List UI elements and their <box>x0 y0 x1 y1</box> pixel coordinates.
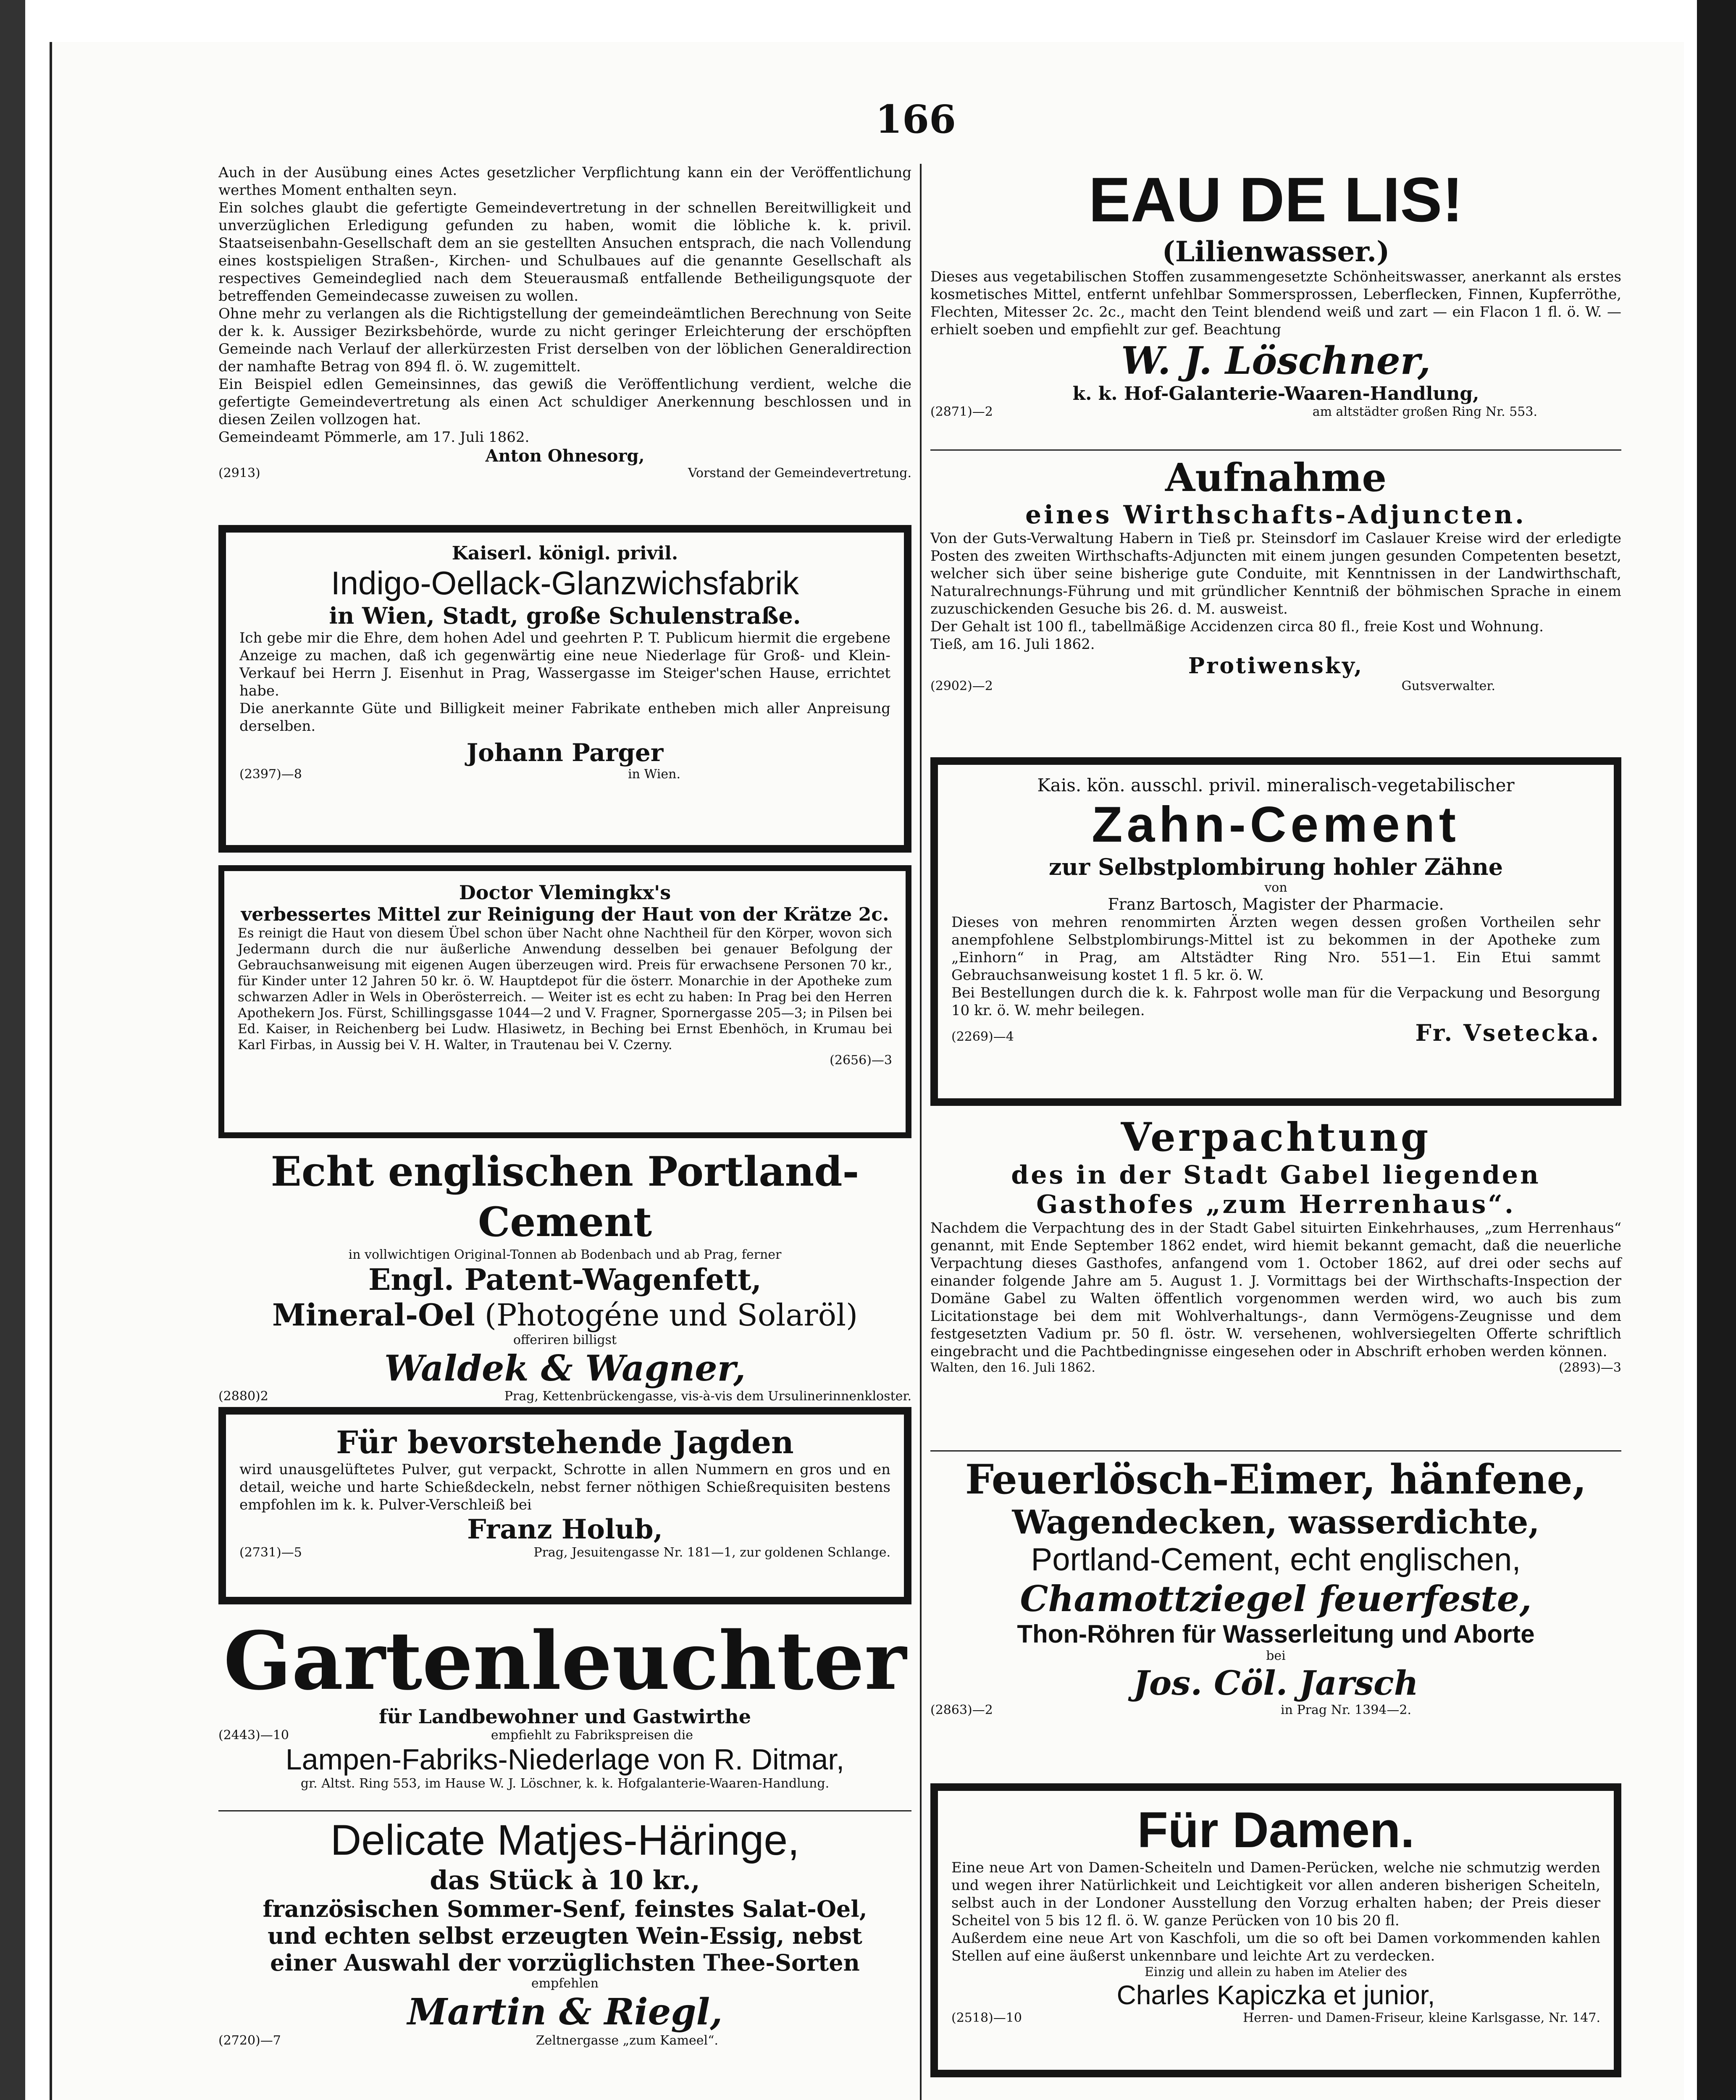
vlemingkx-subtitle: verbessertes Mittel zur Reinigung der Haut von der Krätze 2c. <box>241 904 889 925</box>
portland-line2: Engl. Patent-Wagenfett, <box>368 1262 762 1297</box>
scan-edge-left <box>0 0 25 2100</box>
zahn-body2: Bei Bestellungen durch die k. k. Fahrpost wolle man für die Verpackung und Besorgung 10 kr. ö. W. mehr beilegen. <box>951 984 1600 1019</box>
feuer-address: in Prag Nr. 1394—2. <box>1281 1703 1411 1717</box>
aufnahme-body2: Der Gehalt ist 100 fl., tabellmäßige Accidenzen circa 80 fl., freie Kost und Wohnung. <box>930 618 1544 635</box>
aufnahme-signer: Protiwensky, <box>1188 653 1364 679</box>
portland-title: Echt englischen Portland-Cement <box>271 1148 859 1246</box>
garten-ref: (2443)—10 <box>218 1728 289 1743</box>
zahn-title: Zahn-Cement <box>1092 796 1460 853</box>
page-number: 166 <box>875 97 956 142</box>
garten-line2: empfiehlt zu Fabrikspreisen die <box>491 1728 693 1743</box>
verpachtung-subtitle: des in der Stadt Gabel liegenden Gasthofes „zum Herrenhaus“. <box>1011 1160 1541 1219</box>
matjes-ref: (2720)—7 <box>218 2033 281 2048</box>
ad-matjes <box>218 1810 911 2084</box>
damen-body2: Außerdem eine neue Art von Kaschfoli, um die so oft bei Damen vorkommenden kahlen Stellen auf eine äußerst unkennbare und leichte Art zu verdecken. <box>951 1930 1600 1964</box>
ad-jagden <box>218 1407 911 1604</box>
ad-aufnahme <box>930 449 1621 749</box>
indigo-ref: (2397)—8 <box>239 767 302 782</box>
vlemingkx-body: Es reinigt die Haut von diesem Übel schon über Nacht ohne Nachtheil für den Körper, wovon sich Jedermann durch die nur äußerliche Anwendung desselben bei genauer Befolgung der Gebrauchsanweisung mit eigenen Augen überzeugen wird. Preis für erwachsene Personen 70 kr., für Kinder unter 12 Jahren 50 kr. ö. W. Hauptdepot für die österr. Monarchie in der Apotheke zum schwarzen Adler in Wels in Oberösterreich. — Weiter ist es echt zu haben: In Prag bei den Herren Apothekern Jos. Fürst, Schillingsgasse 1044—2 und V. Fragner, Spornergasse 205—3; in Pilsen bei Ed. Kaiser, in Reichenberg bei Ludw. Hlasiwetz, in Beching bei Ernst Ebenhöch, in Krumau bei Karl Firbas, in Aussig bei V. H. Walter, in Trautenau bei V. Czerny. <box>238 926 892 1053</box>
matjes-line4: einer Auswahl der vorzüglichsten Thee-Sorten <box>270 1949 860 1976</box>
jagden-signer: Franz Holub, <box>467 1514 663 1545</box>
aufnahme-body: Von der Guts-Verwaltung Habern in Tieß pr. Steinsdorf im Caslauer Kreise wird der erledigte Posten des zweiten Wirthschafts-Adjuncten mit einem jungen gesunden Competenten besetzt, welcher sich über seine bisherige gute Conduite, mit Kenntnissen in der Landwirthschaft, Naturalrechnungs-Führung und mit gründlicher Kenntniß der böhmischen Sprache in einem zuzuschickenden Gesuche bis 26. d. M. ausweist. <box>930 530 1621 617</box>
garten-line4: gr. Altst. Ring 553, im Hause W. J. Löschner, k. k. Hofgalanterie-Waaren-Handlung. <box>300 1776 830 1791</box>
notice-paragraph: Ein solches glaubt die gefertigte Gemeindevertretung in der schnellen Bereitwilligkeit und unverzüglichen Erledigung gefunden zu haben, womit die löbliche k. k. privil. Staatseisenbahn-Gesellschaft dem an sie gestellten Ansuchen entsprach, die nach Vollendung eines kostspieligen Straßen-, Kirchen- und Schulbaues auf die genannte Gesellschaft als respectives Gemeindeglied nach dem Steuerausmaß entfallende Betheiligungsquote der betreffenden Gemeindecasse zuweisen zu wollen. <box>218 200 911 304</box>
notice-ref: (2913) <box>218 466 260 480</box>
indigo-body2: Die anerkannte Güte und Billigkeit meiner Fabrikate entheben mich aller Anpreisung derselben. <box>239 700 890 735</box>
ad-zahn-cement <box>930 757 1621 1106</box>
damen-body3: Einzig und allein zu haben im Atelier des <box>1144 1965 1407 1979</box>
portland-ref: (2880)2 <box>218 1389 268 1404</box>
damen-address: Herren- und Damen-Friseur, kleine Karlsgasse, Nr. 147. <box>1243 2011 1600 2025</box>
jagden-ref: (2731)—5 <box>239 1545 302 1560</box>
notice-signer-title: Vorstand der Gemeindevertretung. <box>688 466 911 480</box>
zahn-von: von <box>1264 880 1287 895</box>
portland-line1: in vollwichtigen Original-Tonnen ab Bodenbach und ab Prag, ferner <box>348 1247 782 1262</box>
garten-line3: Lampen-Fabriks-Niederlage von R. Ditmar, <box>285 1743 845 1776</box>
ad-portland <box>218 1147 911 1403</box>
indigo-place: in Wien. <box>628 767 680 782</box>
portland-line3a: Mineral-Oel <box>272 1297 475 1333</box>
notice-paragraph: Ein Beispiel edlen Gemeinsinnes, das gewiß die Veröffentlichung verdient, welche die gefertigte Gemeindevertretung als einen Act schuldiger Anerkennung beschlossen und in diesen Zeilen vollzogen hat. <box>218 376 911 428</box>
jagden-title: Für bevorstehende Jagden <box>336 1425 794 1461</box>
damen-ref: (2518)—10 <box>951 2011 1022 2025</box>
left-column <box>218 164 911 2084</box>
eau-firm: k. k. Hof-Galanterie-Waaren-Handlung, <box>1072 383 1479 404</box>
portland-line4: offeriren billigst <box>513 1333 617 1347</box>
indigo-kicker: Kaiserl. königl. privil. <box>452 543 678 564</box>
feuer-line2: Wagendecken, wasserdichte, <box>1012 1503 1540 1541</box>
indigo-subtitle: in Wien, Stadt, große Schulenstraße. <box>329 602 801 629</box>
vlemingkx-ref: (2656)—3 <box>830 1053 892 1068</box>
aufnahme-signer-title: Gutsverwalter. <box>1401 679 1495 693</box>
verpachtung-dateline: Walten, den 16. Juli 1862. <box>930 1360 1095 1375</box>
matjes-address: Zeltnergasse „zum Kameel“. <box>536 2033 718 2048</box>
feuer-bei: bei <box>1266 1648 1286 1663</box>
eau-signer: W. J. Löschner, <box>1121 339 1431 383</box>
notice-dateline: Gemeindeamt Pömmerle, am 17. Juli 1862. <box>218 429 530 446</box>
jagden-address: Prag, Jesuitengasse Nr. 181—1, zur goldenen Schlange. <box>533 1545 890 1560</box>
indigo-title: Indigo-Oellack-Glanzwichsfabrik <box>331 564 799 601</box>
aufnahme-title: Aufnahme <box>1165 455 1387 500</box>
indigo-signer: Johann Parger <box>466 738 664 767</box>
portland-line3b: (Photogéne und Solaröl) <box>484 1297 858 1333</box>
notice-poemmerle <box>218 164 911 517</box>
damen-title: Für Damen. <box>1137 1802 1415 1858</box>
matjes-signer: Martin & Riegl, <box>407 1991 723 2033</box>
ad-gartenleuchter <box>218 1614 911 1810</box>
zahn-ref: (2269)—4 <box>951 1029 1014 1044</box>
verpachtung-ref: (2893)—3 <box>1559 1360 1621 1375</box>
notice-paragraph: Ohne mehr zu verlangen als die Richtigstellung der gemeindeämtlichen Berechnung von Seite der k. k. Aussiger Bezirksbehörde, wurde zu nicht geringer Erleichterung der erschöpften Gemeinde nach Verlauf der allerkürzesten Frist derselben von der löblichen Generaldirection der namhafte Betrag von 894 fl. ö. W. zugemittelt. <box>218 305 911 375</box>
ad-indigo <box>218 525 911 853</box>
jagden-body: wird unausgelüftetes Pulver, gut verpackt, Schrotte in allen Nummern en gros und en detail, weiche und harte Schießdeckeln, nebst ferner nöthigen Schießrequisiten bestens empfohlen im k. k. Pulver-Verschleiß bei <box>239 1461 890 1513</box>
ad-eau-de-lis <box>930 164 1621 449</box>
feuer-ref: (2863)—2 <box>930 1703 993 1717</box>
eau-address: am altstädter großen Ring Nr. 553. <box>1312 404 1537 419</box>
feuer-line5: Thon-Röhren für Wasserleitung und Aborte <box>1017 1620 1535 1648</box>
matjes-line1: das Stück à 10 kr., <box>430 1865 700 1895</box>
feuer-line4: Chamottziegel feuerfeste, <box>1020 1578 1532 1620</box>
zahn-kicker: Kais. kön. ausschl. privil. mineralisch-vegetabilischer <box>1037 775 1515 795</box>
garten-line1: für Landbewohner und Gastwirthe <box>379 1705 751 1728</box>
indigo-body: Ich gebe mir die Ehre, dem hohen Adel und geehrten P. T. Publicum hiermit die ergebene Anzeige zu machen, daß ich gegenwärtig eine neue Niederlage für Groß- und Klein-Verkauf bei Herrn J. Eisenhut in Prag, Wassergasse im Steiger'schen Hause, errichtet habe. <box>239 630 890 699</box>
eau-subtitle: (Lilienwasser.) <box>1162 235 1390 268</box>
right-column <box>930 164 1621 2077</box>
matjes-title: Delicate Matjes-Häringe, <box>330 1816 800 1864</box>
eau-ref: (2871)—2 <box>930 404 993 419</box>
feuer-signer: Jos. Cöl. Jarsch <box>1133 1663 1418 1703</box>
vlemingkx-title: Doctor Vlemingkx's <box>459 881 671 904</box>
aufnahme-subtitle: eines Wirthschafts-Adjuncten. <box>1025 500 1526 530</box>
notice-signer: Anton Ohnesorg, <box>485 446 645 466</box>
verpachtung-body: Nachdem die Verpachtung des in der Stadt Gabel situirten Einkehrhauses, „zum Herrenhaus“ genannt, mit Ende September 1862 endet, wird hiemit bekannt gemacht, daß die neuerliche Verpachtung dieses Gasthofes, anfangend vom 1. October 1862, auf drei oder sechs auf einander folgende Jahre am 5. August 1. J. Vormittags bei der Wirthschafts-Inspection der Domäne Gabel zu Walten öffentlich vorgenommen werden wird, wo auch bis zum Licitationstage bei dem mit Wohlverhaltungs-, dann Vermögens-Zeugnisse und dem festgesetzten Vadium pr. 50 fl. östr. W. versehenen, wohlversiegelten Offerte schriftlich eingebracht und die Pachtbedingnisse eingesehen oder in Abschrift erhoben werden können. <box>930 1220 1621 1360</box>
aufnahme-dateline: Tieß, am 16. Juli 1862. <box>930 636 1095 653</box>
zahn-author: Franz Bartosch, Magister der Pharmacie. <box>1108 895 1444 914</box>
feuer-line1: Feuerlösch-Eimer, hänfene, <box>965 1456 1587 1503</box>
garten-title: Gartenleuchter <box>223 1614 907 1708</box>
matjes-line2: französischen Sommer-Senf, feinstes Salat-Oel, <box>263 1895 867 1922</box>
scan-edge-right <box>1697 0 1736 2100</box>
matjes-line5: empfehlen <box>531 1976 599 1991</box>
ad-vlemingkx <box>218 865 911 1138</box>
ad-fuer-damen <box>930 1783 1621 2077</box>
damen-signer: Charles Kapiczka et junior, <box>1116 1980 1435 2010</box>
eau-body: Dieses aus vegetabilischen Stoffen zusammengesetzte Schönheitswasser, anerkannt als erstes kosmetisches Mittel, entfernt unfehlbar Sommersprossen, Leberflecken, Finnen, Kupferröthe, Flechten, Mitesser 2c. 2c., macht den Teint blendend weiß und zart — ein Flacon 1 fl. ö. W. — erhielt soeben und empfiehlt zur gef. Beachtung <box>930 268 1621 338</box>
column-divider <box>920 164 922 2100</box>
zahn-signer: Fr. Vsetecka. <box>1415 1019 1600 1046</box>
eau-title: EAU DE LIS! <box>1088 164 1463 235</box>
damen-body: Eine neue Art von Damen-Scheiteln und Damen-Perücken, welche nie schmutzig werden und wegen ihrer Natürlichkeit und Leichtigkeit vor allen anderen bisherigen Scheiteln, selbst auch in der Londoner Ausstellung den Vorzug erhalten haben; der Preis dieser Scheitel von 5 bis 12 fl. ö. W. ganze Perücken von 10 bis 20 fl. <box>951 1859 1600 1929</box>
zahn-body: Dieses von mehren renommirten Ärzten wegen dessen großen Vortheilen sehr anempfohlene Selbstplombirungs-Mittel ist zu bekommen in der Apotheke zum „Einhorn“ in Prag, am Altstädter Ring Nro. 551—1. Ein Etui sammt Gebrauchsanweisung kostet 1 fl. 5 kr. ö. W. <box>951 914 1600 984</box>
ad-verpachtung <box>930 1114 1621 1450</box>
matjes-line3: und echten selbst erzeugten Wein-Essig, nebst <box>268 1922 862 1949</box>
ad-feuerloesch <box>930 1450 1621 1779</box>
aufnahme-ref: (2902)—2 <box>930 679 993 693</box>
portland-signer: Waldek & Wagner, <box>384 1347 746 1389</box>
verpachtung-title: Verpachtung <box>1121 1114 1431 1160</box>
notice-paragraph: Auch in der Ausübung eines Actes gesetzlicher Verpflichtung kann ein der Veröffentlichung werthes Moment enthalten seyn. <box>218 164 911 199</box>
portland-address: Prag, Kettenbrückengasse, vis-à-vis dem Ursulinerinnenkloster. <box>504 1389 911 1404</box>
zahn-subtitle: zur Selbstplombirung hohler Zähne <box>1048 853 1503 880</box>
feuer-line3: Portland-Cement, echt englischen, <box>1031 1542 1521 1578</box>
